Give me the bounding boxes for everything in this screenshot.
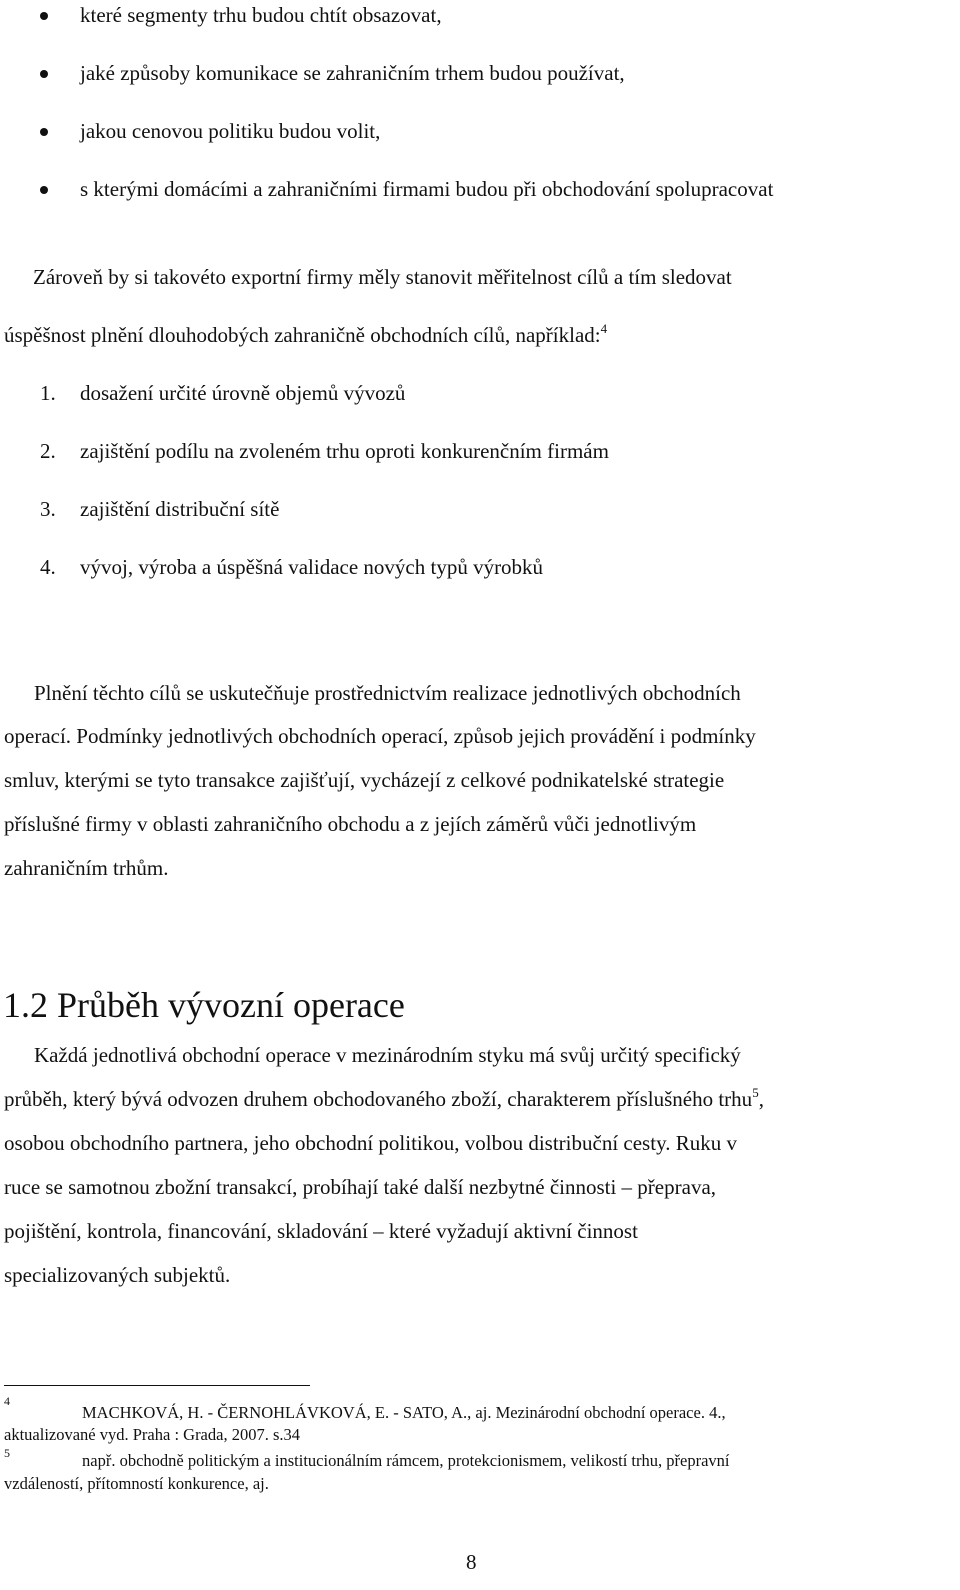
line-text: Každá jednotlivá obchodní operace v mezinárodním styku má svůj určitý specifický: [34, 1043, 741, 1067]
paragraph-line: [4, 853, 168, 883]
section-heading: 1.2 Průběh vývozní operace: [3, 985, 405, 1025]
list-text: zajištění podílu na zvoleném trhu oproti konkurenčním firmám: [80, 439, 609, 463]
footnote-line: MACHKOVÁ, H. - ČERNOHLÁVKOVÁ, E. - SATO, A., aj. Mezinárodní obchodní operace. 4.,: [82, 1403, 726, 1422]
list-item: [40, 436, 609, 466]
bullet-text: jakou cenovou politiku budou volit,: [80, 119, 381, 143]
paragraph-line: [34, 1040, 741, 1070]
line-text: úspěšnost plnění dlouhodobých zahraničně obchodních cílů, například:: [4, 323, 601, 347]
line-text: pojištění, kontrola, financování, skladování – které vyžadují aktivní činnost: [4, 1219, 638, 1243]
list-text: dosažení určité úrovně objemů vývozů: [80, 381, 406, 405]
bullet-text: s kterými domácími a zahraničními firmami budou při obchodování spolupracovat: [80, 177, 774, 201]
paragraph-line: [4, 1172, 716, 1202]
footnote-line: aktualizované vyd. Praha : Grada, 2007. s.34: [4, 1425, 301, 1444]
bullet-text: které segmenty trhu budou chtít obsazovat,: [80, 3, 442, 27]
line-text: průběh, který bývá odvozen druhem obchodovaného zboží, charakterem příslušného trhu: [4, 1087, 753, 1111]
line-text: ruce se samotnou zbožní transakcí, probíhají také další nezbytné činnosti – přeprava,: [4, 1175, 717, 1199]
paragraph-line: [33, 262, 732, 292]
list-text: zajištění distribuční sítě: [80, 497, 280, 521]
page-number: 8: [466, 1550, 477, 1574]
footnote-text: [82, 1450, 729, 1472]
paragraph-line: [4, 1216, 638, 1246]
footnote-text: [4, 1424, 300, 1446]
footnote-divider: [4, 1385, 310, 1386]
list-item: [40, 494, 279, 524]
bullet-icon: [40, 128, 48, 136]
footnote-reference[interactable]: 5: [752, 1085, 759, 1100]
footnote-text: [4, 1473, 269, 1495]
footnote-line: např. obchodně politickým a institucionálním rámcem, protekcionismem, velikostí trhu, přepravní: [82, 1451, 730, 1470]
comma: ,: [758, 1087, 764, 1111]
paragraph-line: [4, 721, 756, 751]
line-text: osobou obchodního partnera, jeho obchodní politikou, volbou distribuční cesty. Ruku v: [4, 1131, 737, 1155]
paragraph-line: [4, 809, 696, 839]
footnote-text: [82, 1402, 726, 1424]
line-text: Plnění těchto cílů se uskutečňuje prostřednictvím realizace jednotlivých obchodních: [34, 681, 741, 705]
footnote-line: vzdáleností, přítomností konkurence, aj.: [4, 1474, 269, 1493]
footnote-reference[interactable]: 4: [600, 321, 608, 336]
paragraph-line: [4, 1128, 737, 1158]
paragraph-line: [4, 1084, 764, 1114]
line-text: zahraničním trhům.: [4, 856, 169, 880]
line-text: smluv, kterými se tyto transakce zajišťují, vycházejí z celkové podnikatelské strategie: [4, 768, 725, 792]
paragraph-line: [4, 320, 607, 350]
list-number: 2.: [40, 439, 56, 463]
list-item: [40, 552, 543, 582]
line-text: operací. Podmínky jednotlivých obchodních operací, způsob jejich provádění i podmínky: [4, 724, 756, 748]
footnote-mark: 5: [4, 1446, 10, 1460]
line-text: příslušné firmy v oblasti zahraničního obchodu a z jejích záměrů vůči jednotlivým: [4, 812, 697, 836]
footnote-mark: 4: [4, 1394, 10, 1408]
line-text: specializovaných subjektů.: [4, 1263, 231, 1287]
bullet-icon: [40, 12, 48, 20]
list-number: 1.: [40, 381, 56, 405]
paragraph-line: [4, 765, 724, 795]
paragraph-line: [4, 1260, 230, 1290]
list-text: vývoj, výroba a úspěšná validace nových typů výrobků: [80, 555, 544, 579]
paragraph-line: [34, 678, 741, 708]
list-item: [40, 378, 405, 408]
list-number: 3.: [40, 497, 56, 521]
list-number: 4.: [40, 555, 56, 579]
bullet-text: jaké způsoby komunikace se zahraničním trhem budou používat,: [80, 61, 625, 85]
line-text: Zároveň by si takovéto exportní firmy měly stanovit měřitelnost cílů a tím sledovat: [33, 265, 732, 289]
bullet-icon: [40, 70, 48, 78]
bullet-icon: [40, 186, 48, 194]
